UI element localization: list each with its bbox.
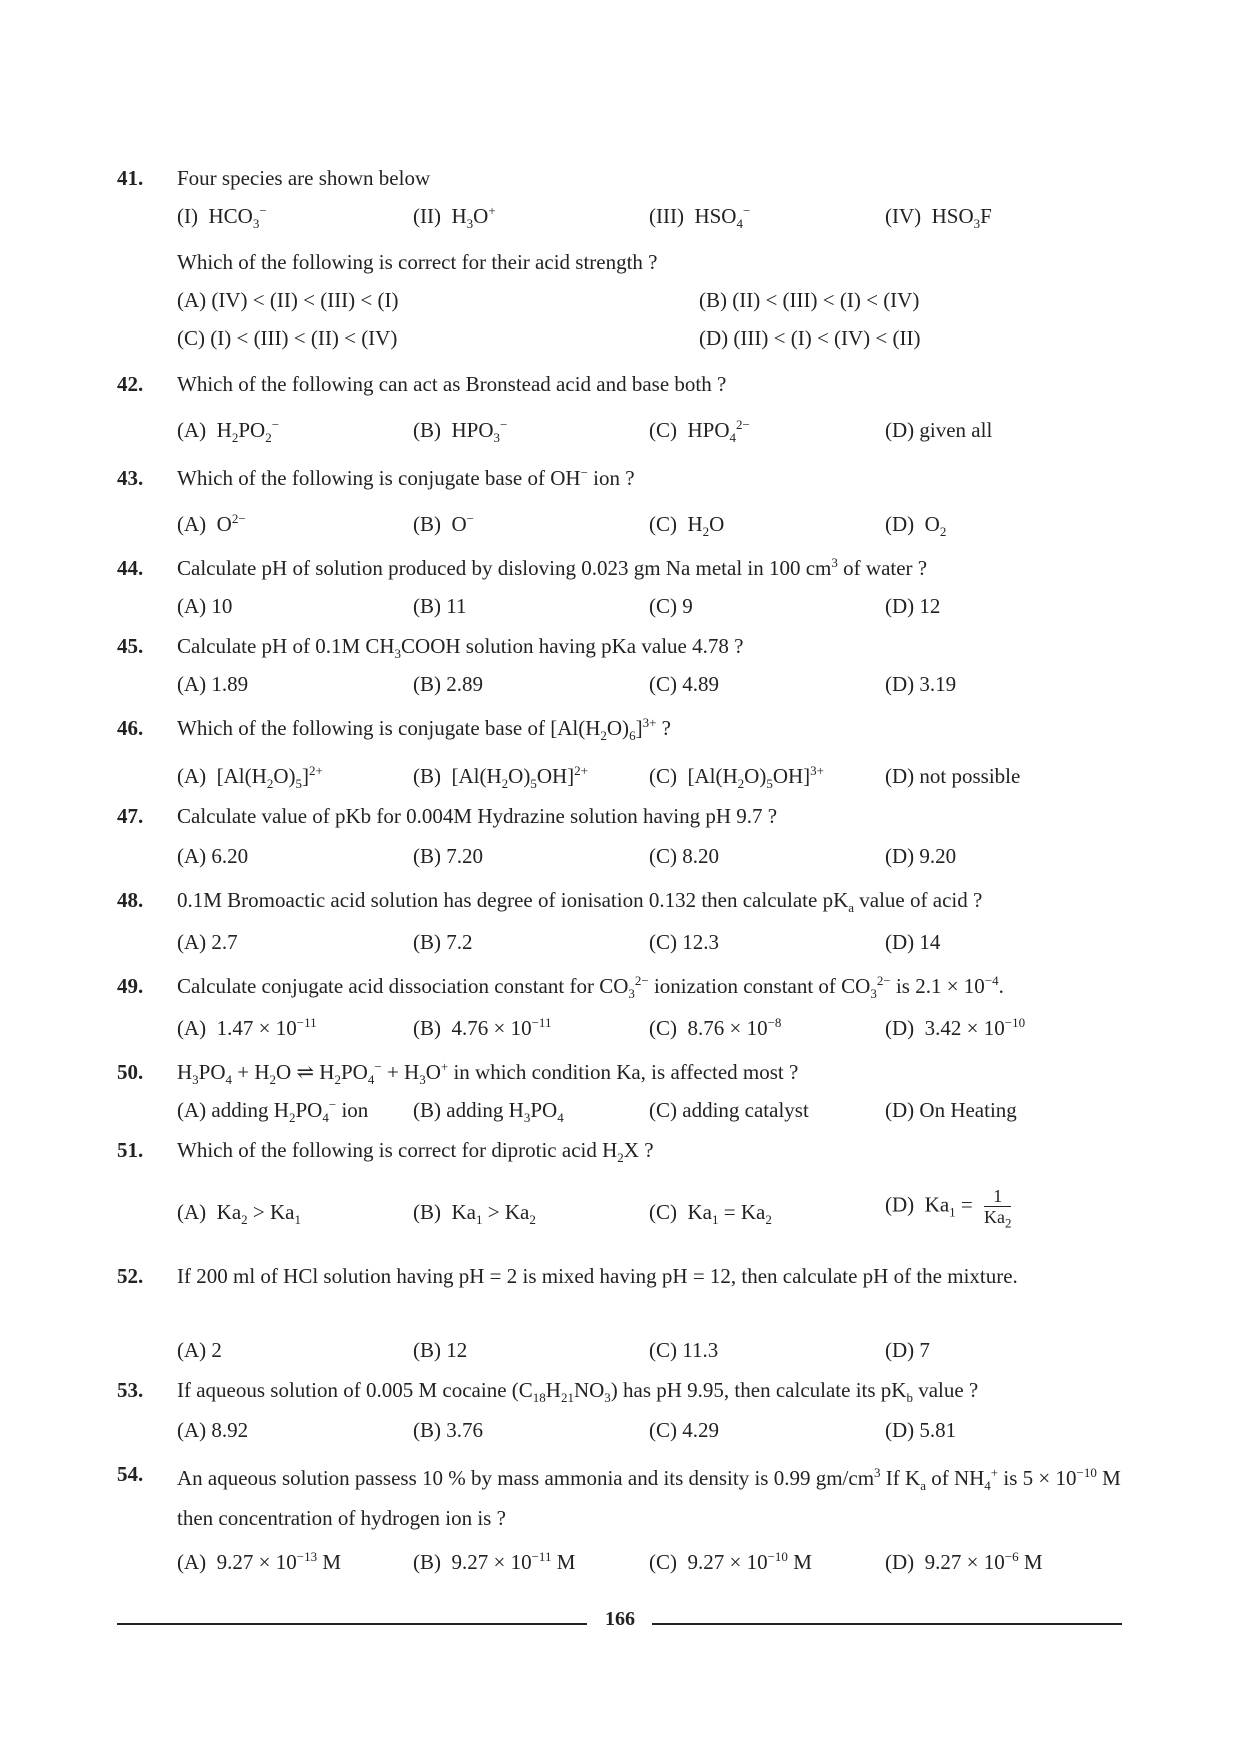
option-d[interactable]: (D) given all	[885, 418, 993, 442]
option-a[interactable]: (A) $1.47 \times 10^{-11}$	[177, 1015, 317, 1040]
option-c[interactable]: (C) $H_2O$	[649, 512, 725, 540]
option-d[interactable]: (D) $O_2$	[885, 512, 947, 540]
option-c[interactable]: (C) (I) < (III) < (II) < (IV)	[177, 326, 398, 350]
question-text: Which of the following is conjugate base of OH− ion ?	[177, 465, 635, 490]
question-text: $H_3PO_4 + H_2O$ ⇌ $H_2PO_4^- + H_3O^+$ in which condition Ka, is affected most ?	[177, 1059, 799, 1088]
option-b[interactable]: (B) $4.76 \times 10^{-11}$	[413, 1015, 552, 1040]
question-text: Calculate value of pKb for 0.004M Hydrazine solution having pH 9.7 ?	[177, 804, 778, 828]
option-c[interactable]: (C) adding catalyst	[649, 1098, 809, 1122]
question-text: Which of the following can act as Bronstead acid and base both ?	[177, 372, 727, 396]
species-3: (III) $HSO_4^-$	[649, 203, 751, 232]
option-b[interactable]: (B) adding $H_3PO_4$	[413, 1098, 564, 1126]
option-a[interactable]: (A) (IV) < (II) < (III) < (I)	[177, 288, 399, 312]
option-d[interactable]: (D) 12	[885, 594, 941, 618]
option-b[interactable]: (B) $9.27 \times 10^{-11}$ M	[413, 1549, 576, 1574]
option-d[interactable]: (D) 3.19	[885, 672, 957, 696]
option-a[interactable]: (A) adding $H_2PO_4^-$ ion	[177, 1097, 369, 1126]
question-text: An aqueous solution passess 10 % by mass ammonia and its density is 0.99 $gm/cm^3$ If $K_a$ of $NH_4^+$ is $5 \times 10^{-10}$ M then concentration of hydrogen ion is ?	[177, 1465, 1121, 1530]
option-c[interactable]: (C) $HPO_4^{2-}$	[649, 417, 750, 446]
option-a[interactable]: (A) 2	[177, 1338, 222, 1362]
question-number: 47.	[117, 804, 144, 828]
question-text: Calculate conjugate acid dissociation constant for $CO_3^{2-}$ ionization constant of $CO_3^{2-}$ is $2.1 \times 10^{-4}$.	[177, 973, 1004, 1002]
question-number: 42.	[117, 372, 144, 396]
question-text-2: Which of the following is correct for their acid strength ?	[177, 250, 658, 274]
option-a[interactable]: (A) 8.92	[177, 1418, 249, 1442]
option-b[interactable]: (B) (II) < (III) < (I) < (IV)	[699, 288, 920, 312]
option-c[interactable]: (C) $9.27 \times 10^{-10}$ M	[649, 1549, 812, 1574]
option-b[interactable]: (B) $Ka_1 > Ka_2$	[413, 1200, 536, 1228]
species-1: (I) $HCO_3^-$	[177, 203, 267, 232]
question-number: 49.	[117, 974, 144, 998]
option-c[interactable]: (C) $[Al(H_2O)_5OH]^{3+}$	[649, 763, 824, 792]
option-d[interactable]: (D) 5.81	[885, 1418, 957, 1442]
option-c[interactable]: (C) 8.20	[649, 844, 719, 868]
question-text: 0.1M Bromoactic acid solution has degree of ionisation 0.132 then calculate $pK_a$ value of acid ?	[177, 888, 983, 916]
option-b[interactable]: (B) O−	[413, 511, 475, 536]
question-number: 48.	[117, 888, 144, 912]
option-a[interactable]: (A) 10	[177, 594, 233, 618]
question-number: 54.	[117, 1462, 144, 1486]
question-text: Calculate pH of solution produced by disloving 0.023 gm Na metal in 100 $cm^3$ of water ?	[177, 555, 928, 580]
question-number: 43.	[117, 466, 144, 490]
option-c[interactable]: (C) 4.29	[649, 1418, 719, 1442]
question-text: Calculate pH of 0.1M $CH_3COOH$ solution having pKa value 4.78 ?	[177, 634, 744, 662]
question-number: 44.	[117, 556, 144, 580]
option-c[interactable]: (C) 9	[649, 594, 693, 618]
option-a[interactable]: (A) 1.89	[177, 672, 249, 696]
option-a[interactable]: (A) 6.20	[177, 844, 249, 868]
question-text: If aqueous solution of 0.005 M cocaine $(C_{18}H_{21}NO_3)$ has pH 9.95, then calculate its $pK_b$ value ?	[177, 1378, 979, 1406]
option-d[interactable]: (D) $9.27 \times 10^{-6}$ M	[885, 1549, 1043, 1574]
option-c[interactable]: (C) $Ka_1 = Ka_2$	[649, 1200, 772, 1228]
option-c[interactable]: (C) 12.3	[649, 930, 719, 954]
option-a[interactable]: (A) 2.7	[177, 930, 238, 954]
option-d[interactable]: (D) 14	[885, 930, 941, 954]
question-number: 51.	[117, 1138, 144, 1162]
option-b[interactable]: (B) 7.20	[413, 844, 483, 868]
option-a[interactable]: (A) $[Al(H_2O)_5]^{2+}$	[177, 763, 323, 792]
question-number: 50.	[117, 1060, 144, 1084]
option-a[interactable]: (A) $Ka_2 > Ka_1$	[177, 1200, 301, 1228]
option-d[interactable]: (D) $Ka_1$ = $\frac{1}{Ka_2}$	[885, 1186, 1012, 1231]
option-b[interactable]: (B) 11	[413, 594, 467, 618]
question-text: Four species are shown below	[177, 166, 431, 190]
option-d[interactable]: (D) not possible	[885, 764, 1021, 788]
option-d[interactable]: (D) 9.20	[885, 844, 957, 868]
option-c[interactable]: (C) 11.3	[649, 1338, 719, 1362]
page-number: 166	[605, 1608, 635, 1630]
question-text: Which of the following is conjugate base of $[Al(H_2O)_6]^{3+}$ ?	[177, 715, 671, 744]
option-b[interactable]: (B) 3.76	[413, 1418, 483, 1442]
option-d[interactable]: (D) 7	[885, 1338, 930, 1362]
option-b[interactable]: (B) $[Al(H_2O)_5OH]^{2+}$	[413, 763, 588, 792]
option-b[interactable]: (B) $HPO_3^-$	[413, 417, 508, 446]
footer-rule-right	[652, 1623, 1122, 1625]
question-number: 52.	[117, 1264, 144, 1288]
option-a[interactable]: (A) $O^{2-}$	[177, 511, 246, 536]
question-text: If 200 ml of HCl solution having pH = 2 is mixed having pH = 12, then calculate pH of the mixture.	[177, 1264, 1018, 1288]
option-b[interactable]: (B) 12	[413, 1338, 468, 1362]
option-b[interactable]: (B) 7.2	[413, 930, 473, 954]
option-d[interactable]: (D) (III) < (I) < (IV) < (II)	[699, 326, 921, 350]
option-b[interactable]: (B) 2.89	[413, 672, 483, 696]
option-d[interactable]: (D) On Heating	[885, 1098, 1017, 1122]
species-2: (II) $H_3O^+$	[413, 203, 496, 232]
option-a[interactable]: (A) $H_2PO_2^-$	[177, 417, 280, 446]
option-d[interactable]: (D) $3.42 \times 10^{-10}$	[885, 1015, 1026, 1040]
species-4: (IV) $HSO_3F$	[885, 204, 992, 232]
question-number: 45.	[117, 634, 144, 658]
footer-rule-left	[117, 1623, 587, 1625]
option-c[interactable]: (C) $8.76 \times 10^{-8}$	[649, 1015, 782, 1040]
question-number: 53.	[117, 1378, 144, 1402]
question-number: 46.	[117, 716, 144, 740]
fraction: $\frac{1}{Ka_2}$	[983, 1186, 1012, 1231]
option-c[interactable]: (C) 4.89	[649, 672, 719, 696]
option-a[interactable]: (A) $9.27 \times 10^{-13}$ M	[177, 1549, 342, 1574]
question-text: Which of the following is correct for diprotic acid $H_2X$ ?	[177, 1138, 654, 1166]
question-number: 41.	[117, 166, 144, 190]
